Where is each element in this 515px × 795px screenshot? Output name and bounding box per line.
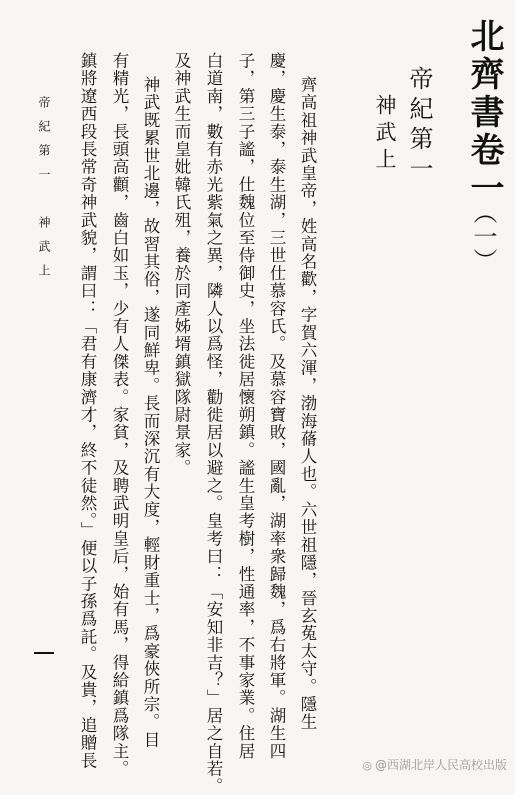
text-column-4: 白道南，數有赤光紫氣之異，隣人以爲怪，勸徙居以避之。皇考曰：「安知非吉？」居之自若。	[204, 52, 223, 795]
text-column-1	[299, 52, 316, 731]
column-text: 齊高祖神武皇帝，姓高名歡，字賀六渾，渤海蓨人也。六世祖隱，晉玄菟太守。隱生	[298, 76, 317, 731]
juan-number: （一）	[469, 200, 497, 272]
watermark-text: @西湖北岸人民高校出版	[374, 758, 507, 772]
text-column-3: 子，第三子謐，仕魏位至侍御史，坐法徙居懷朔鎮。謐生皇考樹，性通率，不事家業。住居	[236, 52, 255, 760]
chapter-subtitle: 神武上	[373, 94, 397, 175]
text-column-7: 有精光，長頭高顴，齒白如玉，少有人傑表。家貧，及聘武明皇后，始有馬，得給鎮爲隊主。	[110, 52, 129, 778]
text-column-8: 鎮將遼西段長常奇神武貌，謂曰：「君有康濟才，終不徒然。」便以子孫爲託。及貴，追贈長	[78, 52, 97, 770]
margin-label: 帝紀第一 神武上	[37, 96, 51, 288]
weibo-icon: ◎	[362, 759, 372, 772]
text-column-5: 及神武生而皇妣韓氏殂，養於同產姊壻鎮獄隊尉景家。	[172, 52, 191, 477]
watermark	[362, 756, 507, 773]
text-column-6	[142, 52, 159, 749]
column-text: 神武既累世北邊，故習其俗，遂同鮮卑。長而深沉有大度，輕財重士，爲豪俠所宗。目	[141, 76, 160, 749]
chapter-heading: 帝紀第一	[405, 66, 433, 186]
book-title: 北齊書卷一	[464, 18, 504, 208]
page-number-mark	[34, 652, 54, 654]
text-column-2: 慶，慶生泰，泰生湖，三世仕慕容氏。及慕容寶敗，國亂，湖率衆歸魏，爲右將軍。湖生四	[267, 52, 286, 760]
